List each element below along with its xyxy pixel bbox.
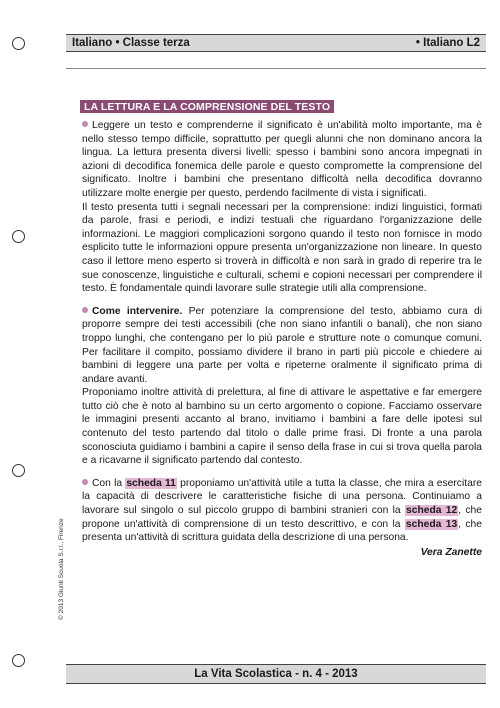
header-bar — [66, 34, 486, 52]
bullet-icon — [82, 479, 88, 485]
header-category: • Italiano L2 — [415, 37, 480, 49]
paragraph: Il testo presenta tutti i segnali necessari per la comprensione: indizi linguistici, formati da parole, frasi e periodi, e indizi testuali che riguardano l'organizzazione delle informazioni. Le maggiori complicazioni sorgono quando il testo non fornisce in modo esplicito tutte le informazioni oppure presenta un'organizzazione non lineare. In questo caso il lettore meno esperto si troverà in difficoltà e non sarà in grado di reperire tra le sue conoscenze, linguistiche e culturali, schemi e copioni necessari per comprendere il testo. È fondamentale quindi lavorare sulle strategie utili alla comprensione. — [82, 201, 482, 295]
paragraph: Proponiamo inoltre attività di prelettura, al fine di attivare le aspettative e far emergere tutto ciò che è noto al bambino su un certo argomento o copione. Facciamo osservare le immagini presenti accanto al brano, invitiamo i bambini a fare delle ipotesi sul contenuto del testo partendo dal titolo o dalle prime frasi. Di fronte a una parola sconosciuta guidiamo i bambini a capire il senso della frase in cui si trova quella parola e a ricavarne il significato partendo dal contesto. — [82, 387, 482, 467]
paragraph: Con la scheda 11 proponiamo un'attività utile a tutta la classe, che mira a esercitare la capacità di descrivere le caratteristiche fisiche di una persona. Continuiamo a lavorare sul singolo o sul piccolo gruppo di bambini stranieri con la scheda 12, che propone un'attività di comprensione di un testo descrittivo, e con la scheda 13, che presenta un'attività di scrittura guidata della descrizione di una persona. — [82, 477, 483, 544]
scheda-link: scheda 11 — [126, 477, 176, 489]
paragraph: Leggere un testo e comprenderne il significato è un'abilità molto importante, ma è nello stesso tempo difficile, soprattutto per quegli alunni che non dominano ancora la lingua. La lettura presenta diversi livelli: spesso i bambini sono ancora impegnati in azioni di decodifica fonemica delle parole e questo compromette la comprensione del significato. Inoltre i bambini che presentano difficoltà nella decodifica dovranno utilizzare molte energie per questo, perdendo facilmente di vista i significati. — [82, 120, 482, 199]
article — [82, 97, 482, 558]
binder-hole — [12, 37, 25, 50]
header-subject: Italiano • Classe terza — [72, 37, 190, 49]
binder-hole — [12, 654, 25, 667]
scheda-link: scheda 12 — [405, 505, 458, 517]
section-title: LA LETTURA E LA COMPRENSIONE DEL TESTO — [80, 100, 334, 113]
footer-title: La Vita Scolastica - n. 4 - 2013 — [194, 668, 358, 680]
copyright-note: © 2013 Giunti Scuola S.r.l., Firenze — [58, 518, 65, 620]
author-signature: Vera Zanette — [420, 546, 482, 558]
bullet-icon — [82, 121, 88, 127]
binder-hole — [12, 230, 25, 243]
paragraph-lead: Come intervenire. — [92, 305, 183, 317]
paragraph: Come intervenire. Per potenziare la comprensione del testo, abbiamo cura di proporre sempre dei testi accessibili (che non siano infantili o banali), che non siano troppo lunghi, che contengano per lo più parole e strutture note o comunque comuni. Per facilitare il compito, possiamo dividere il brano in parti più piccole e chiedere ai bambini di leggere una parte per volta e ripeterne oralmente il significato prima di andare avanti. — [82, 305, 482, 385]
footer-bar — [66, 664, 486, 684]
divider — [66, 68, 486, 69]
bullet-icon — [82, 307, 88, 313]
binder-hole — [12, 464, 25, 477]
scheda-link: scheda 13 — [405, 518, 458, 530]
